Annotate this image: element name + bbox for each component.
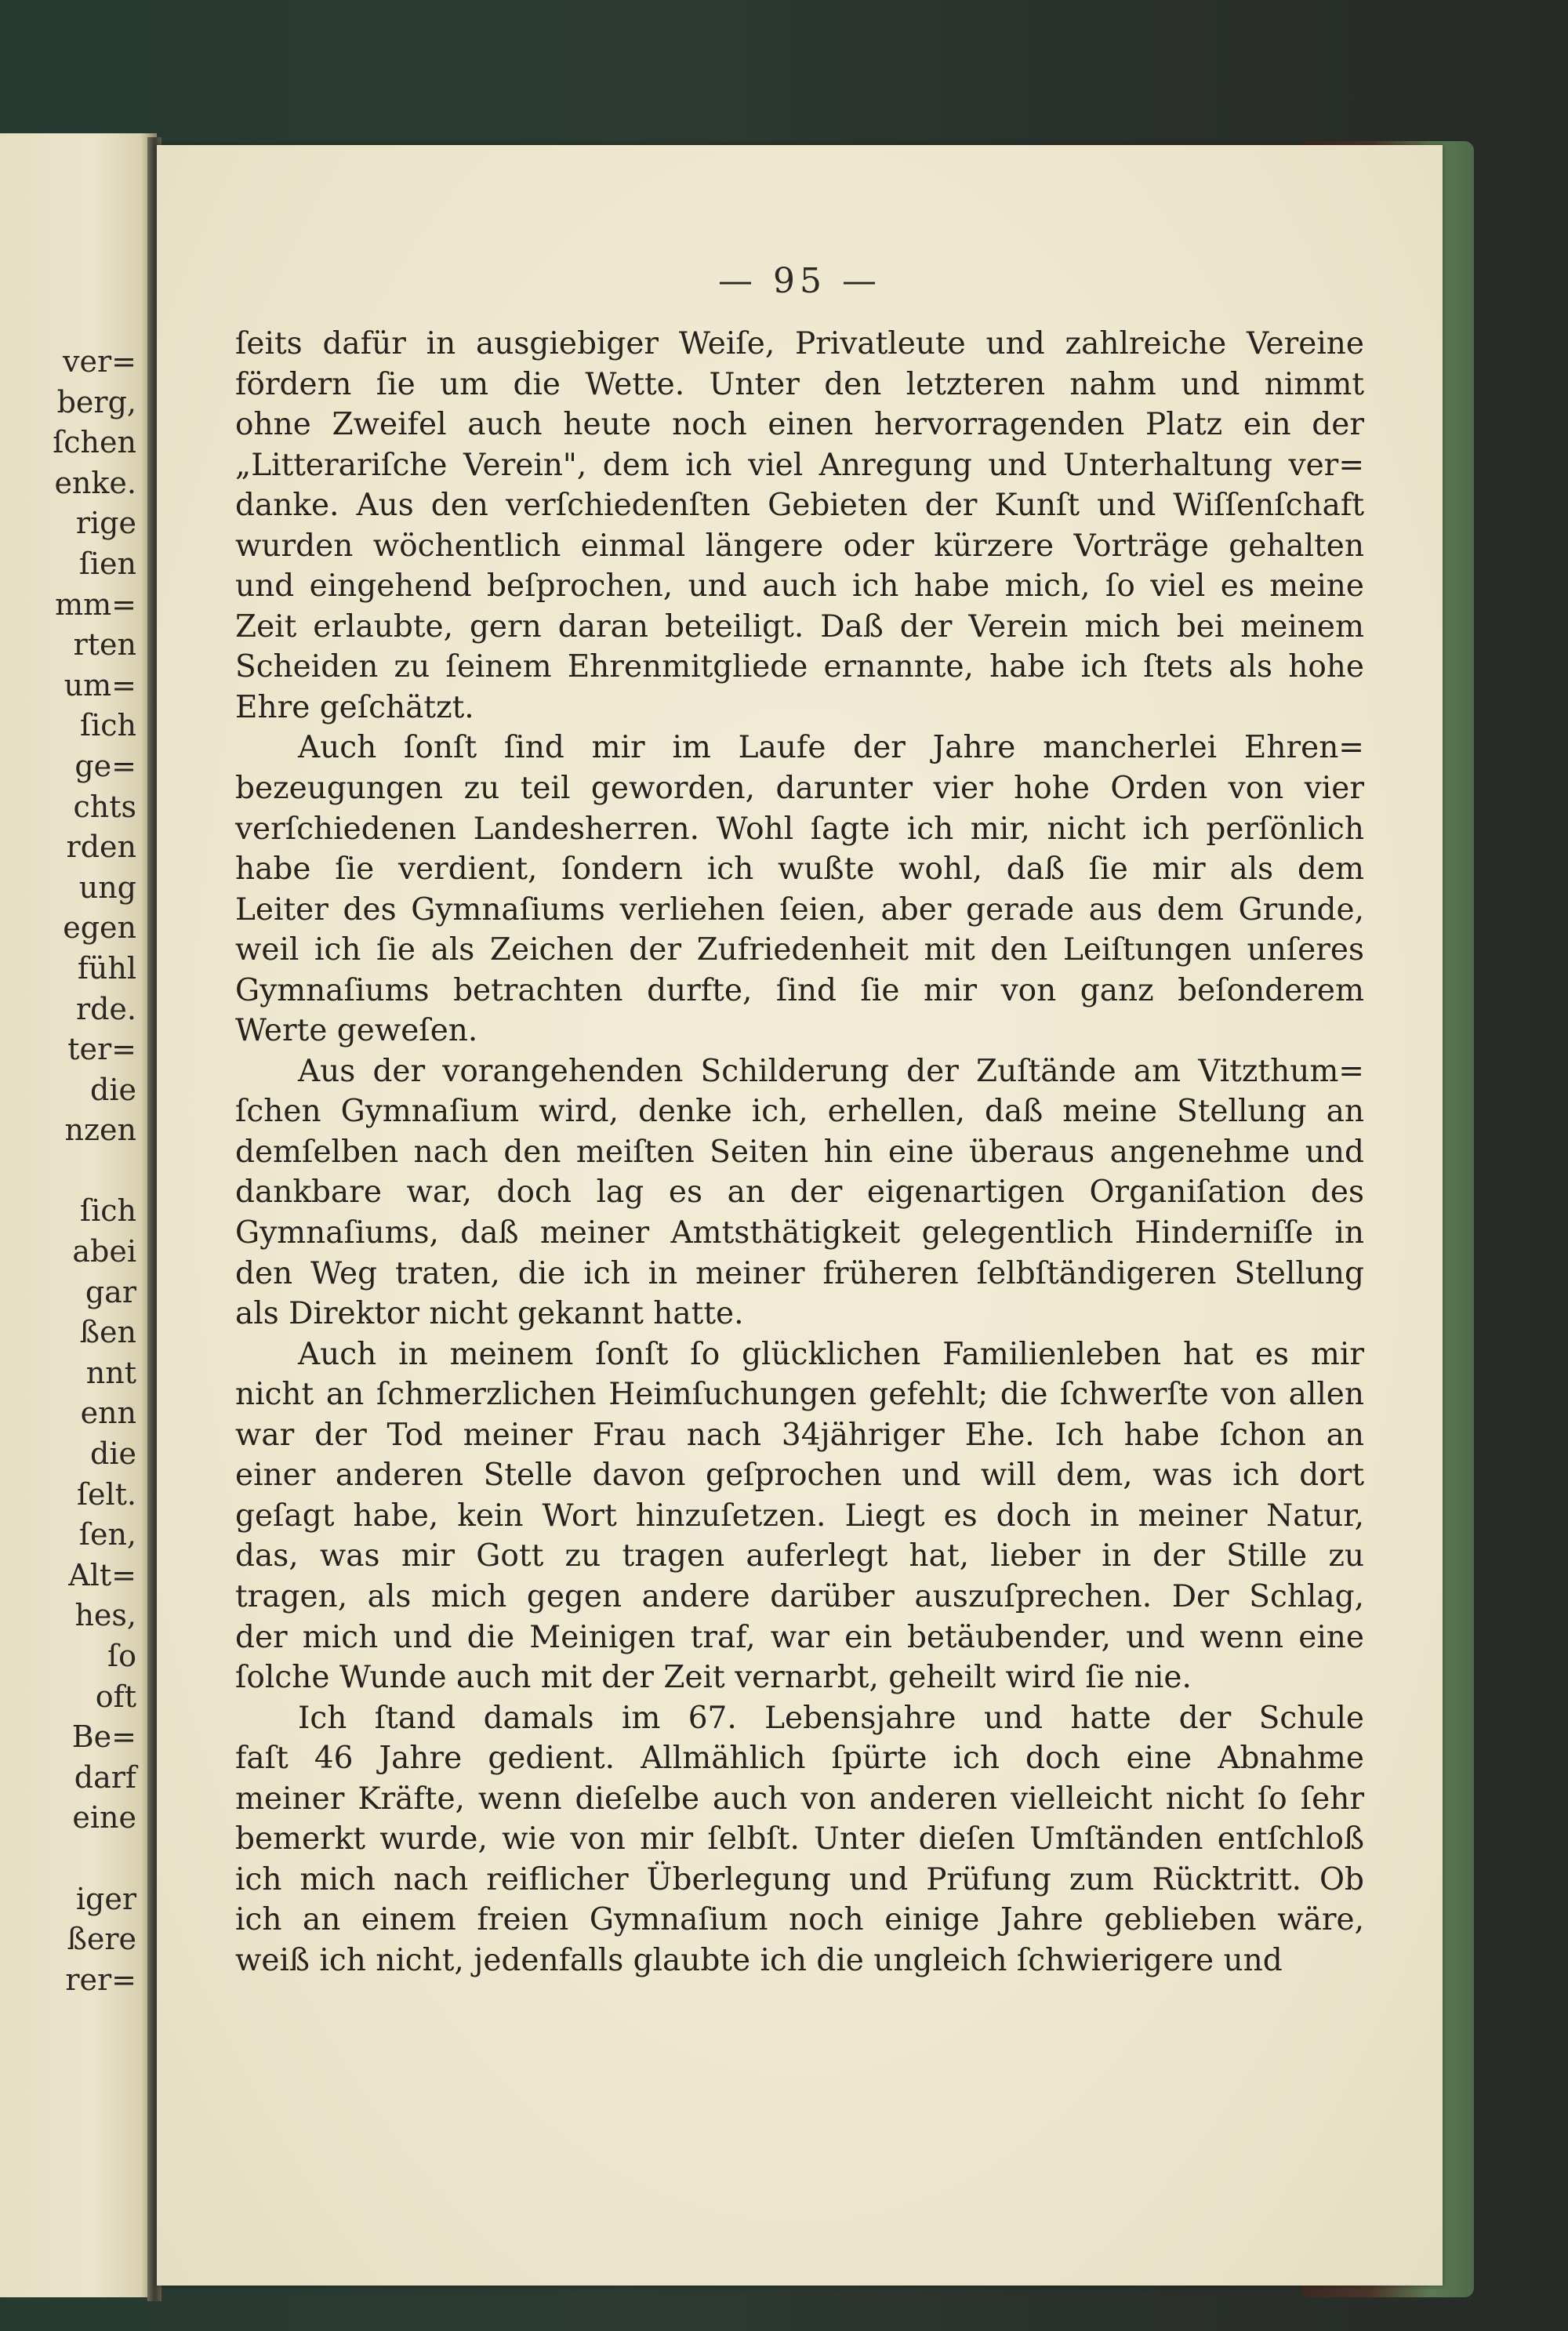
left-page-fragment: fühl	[77, 950, 136, 986]
left-page-fragment: egen	[63, 910, 136, 946]
body-text	[235, 324, 1364, 1981]
paragraph	[235, 1051, 1364, 1334]
left-page	[0, 133, 157, 2297]
left-page-fragment: berg,	[56, 384, 136, 419]
left-page-fragment: Alt=	[68, 1557, 136, 1592]
text-line: „Litterariſche Verein", dem ich viel Anregung und Unterhaltung ver=	[235, 447, 1364, 483]
text-line: ohne Zweifel auch heute noch einen hervorragenden Platz ein der	[235, 407, 1364, 443]
left-page-fragment: nnt	[85, 1355, 136, 1390]
text-line: ich an einem freien Gymnaſium noch einige Jahre geblieben wäre,	[235, 1902, 1364, 1938]
left-page-fragment: rden	[66, 830, 136, 865]
text-line: demſelben nach den meiſten Seiten hin eine überaus angenehme und	[235, 1134, 1364, 1170]
text-line: fördern ſie um die Wette. Unter den letzteren nahm und nimmt	[235, 366, 1364, 402]
text-line: Auch ſonſt ſind mir im Laufe der Jahre mancherlei Ehren=	[298, 730, 1364, 766]
right-page	[157, 145, 1443, 2286]
left-page-fragment: ſo	[107, 1639, 136, 1673]
text-line: einer anderen Stelle davon geſprochen und will dem, was ich dort	[235, 1458, 1364, 1494]
left-page-fragment: eine	[72, 1800, 136, 1835]
left-page-fragment: rten	[73, 627, 136, 663]
text-line: und eingehend beſprochen, und auch ich habe mich, ſo viel es meine	[235, 568, 1364, 605]
text-line: war der Tod meiner Frau nach 34jähriger Ehe. Ich habe ſchon an	[235, 1417, 1364, 1453]
text-line: geſagt habe, kein Wort hinzuſetzen. Liegt es doch in meiner Natur,	[235, 1498, 1364, 1534]
text-line: wurden wöchentlich einmal längere oder kürzere Vorträge gehalten	[235, 528, 1364, 564]
left-page-fragment: ge=	[74, 748, 136, 783]
left-page-fragment: um=	[64, 667, 136, 703]
left-page-fragment: ung	[78, 870, 136, 905]
left-page-fragment: rde.	[75, 991, 136, 1026]
paragraph	[235, 1334, 1364, 1698]
left-page-fragment: ſich	[80, 1193, 136, 1229]
left-page-fragment: rige	[75, 506, 136, 541]
left-page-fragment: hes,	[74, 1598, 136, 1633]
text-line: Ich ſtand damals im 67. Lebensjahre und hatte der Schule	[298, 1700, 1364, 1736]
left-page-fragment: ßere	[67, 1922, 136, 1957]
text-line: ſolche Wunde auch mit der Zeit vernarbt, geheilt wird ſie nie.	[235, 1660, 1192, 1696]
left-page-fragment: ſich	[80, 708, 136, 743]
page-number: — 95 —	[718, 261, 881, 301]
text-line: Leiter des Gymnaſiums verliehen ſeien, aber gerade aus dem Grunde,	[235, 891, 1364, 928]
left-page-fragment: ſchen	[53, 425, 136, 460]
text-line: nicht an ſchmerzlichen Heimſuchungen gefehlt; die ſchwerſte von allen	[235, 1377, 1364, 1413]
left-page-fragment: gar	[85, 1274, 136, 1309]
left-page-fragment	[0, 1839, 136, 1879]
text-line: Gymnaſiums betrachten durfte, ſind ſie mir von ganz beſonderem	[235, 972, 1364, 1008]
text-line: ich mich nach reiflicher Überlegung und Prüfung zum Rücktritt. Ob	[235, 1861, 1364, 1897]
left-page-fragment: nzen	[64, 1113, 136, 1148]
left-page-fragment: die	[90, 1072, 136, 1107]
text-line: weil ich ſie als Zeichen der Zufriedenheit mit den Leiſtungen unſeres	[235, 932, 1364, 968]
left-page-fragment: enn	[80, 1396, 136, 1431]
text-line: Werte geweſen.	[235, 1013, 478, 1049]
left-page-fragment: ter=	[67, 1032, 136, 1067]
left-page-fragment: ßen	[79, 1315, 136, 1350]
text-line: Aus der vorangehenden Schilderung der Zuſtände am Vitzthum=	[298, 1053, 1364, 1089]
text-line: der mich und die Meinigen traf, war ein betäubender, und wenn eine	[235, 1619, 1364, 1655]
text-line: den Weg traten, die ich in meiner früheren ſelbſtändigeren Stellung	[235, 1255, 1364, 1291]
left-page-fragment	[0, 1151, 136, 1192]
text-line: ſchen Gymnaſium wird, denke ich, erhellen, daß meine Stellung an	[235, 1094, 1364, 1130]
text-line: danke. Aus den verſchiedenſten Gebieten der Kunſt und Wiſſenſchaft	[235, 488, 1364, 524]
text-line: Ehre geſchätzt.	[235, 689, 474, 725]
left-page-fragment: rer=	[65, 1962, 136, 1997]
text-line: faſt 46 Jahre gedient. Allmählich ſpürte ich doch eine Abnahme	[235, 1741, 1364, 1777]
text-line: ſeits dafür in ausgiebiger Weiſe, Privatleute und zahlreiche Vereine	[235, 326, 1364, 361]
left-page-fragment: Be=	[71, 1719, 136, 1755]
left-page-fragments	[0, 342, 136, 2000]
left-page-fragment: die	[90, 1436, 136, 1472]
left-page-fragment: enke.	[54, 465, 136, 500]
paragraph	[235, 728, 1364, 1051]
text-line: dankbare war, doch lag es an der eigenartigen Organiſation des	[235, 1175, 1364, 1211]
text-line: verſchiedenen Landesherren. Wohl ſagte ich mir, nicht ich perſönlich	[235, 811, 1364, 847]
text-line: bemerkt wurde, wie von mir ſelbſt. Unter dieſen Umſtänden entſchloß	[235, 1821, 1364, 1857]
text-line: als Direktor nicht gekannt hatte.	[235, 1296, 744, 1332]
text-line: Auch in meinem ſonſt ſo glücklichen Familienleben hat es mir	[298, 1336, 1364, 1372]
text-line: meiner Kräfte, wenn dieſelbe auch von anderen vielleicht nicht ſo ſehr	[235, 1781, 1364, 1817]
left-page-fragment: abei	[72, 1234, 136, 1269]
text-line: Zeit erlaubte, gern daran beteiligt. Daß der Verein mich bei meinem	[235, 608, 1364, 644]
left-page-fragment: ver=	[63, 344, 136, 379]
left-page-fragment: ſien	[78, 546, 136, 581]
text-line: Scheiden zu ſeinem Ehrenmitgliede ernannte, habe ich ſtets als hohe	[235, 649, 1364, 685]
left-page-fragment: iger	[75, 1881, 136, 1916]
text-line: weiß ich nicht, jedenfalls glaubte ich die ungleich ſchwierigere und	[235, 1942, 1283, 1978]
paragraph	[235, 1698, 1364, 1981]
text-line: habe ſie verdient, ſondern ich wußte wohl, daß ſie mir als dem	[235, 851, 1364, 888]
left-page-fragment: darf	[74, 1759, 136, 1795]
left-page-fragment: ſen,	[78, 1517, 136, 1552]
text-line: das, was mir Gott zu tragen auferlegt hat, lieber in der Stille zu	[235, 1538, 1364, 1574]
paragraph	[235, 324, 1364, 728]
text-line: Gymnaſiums, daß meiner Amtsthätigkeit gelegentlich Hinderniſſe in	[235, 1215, 1364, 1251]
left-page-fragment: mm=	[55, 586, 136, 622]
left-page-fragment: chts	[73, 789, 136, 824]
left-page-fragment: ſelt.	[76, 1476, 136, 1512]
text-line: bezeugungen zu teil geworden, darunter vier hohe Orden von vier	[235, 771, 1364, 807]
left-page-fragment: oft	[95, 1679, 136, 1714]
text-line: tragen, als mich gegen andere darüber auszuſprechen. Der Schlag,	[235, 1578, 1364, 1614]
